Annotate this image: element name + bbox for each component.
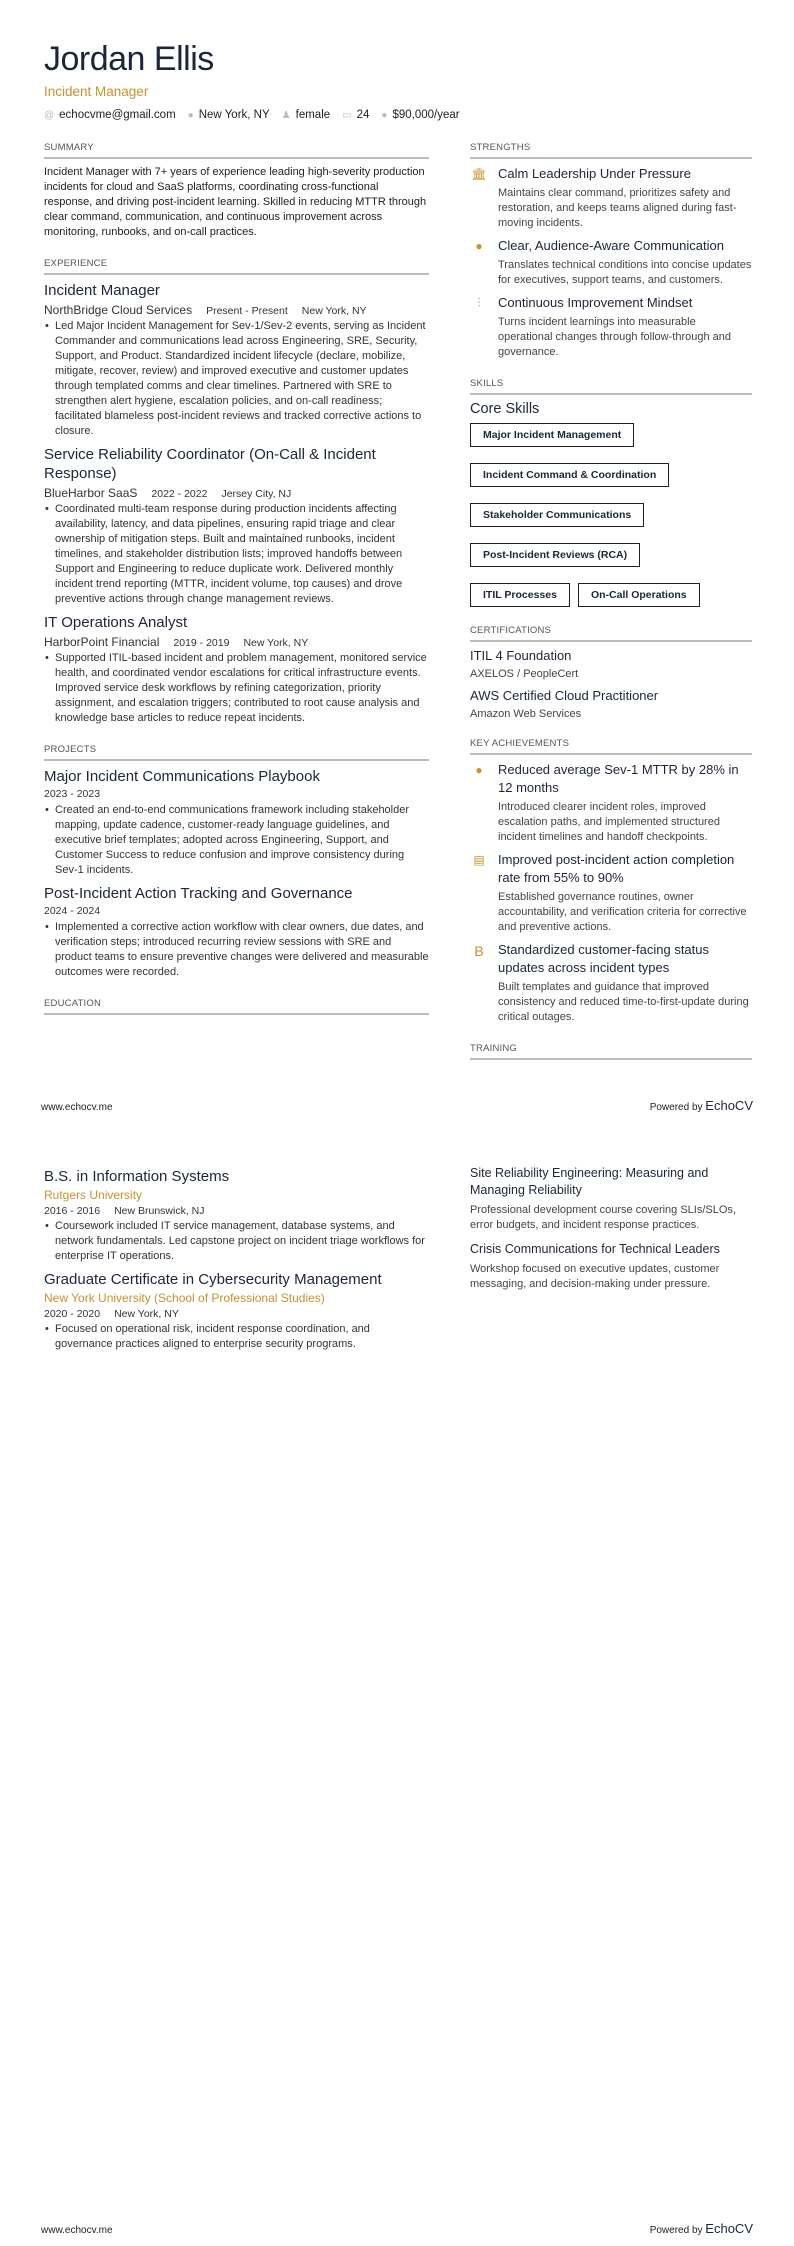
- company: HarborPoint Financial: [44, 635, 160, 649]
- skill-group-title: Core Skills: [470, 401, 540, 417]
- dates: 2024 - 2024: [44, 905, 101, 917]
- cert-name: ITIL 4 Foundation: [470, 648, 572, 663]
- company: BlueHarbor SaaS: [44, 486, 138, 500]
- contact-row: [44, 109, 460, 121]
- bullet: • Coordinated multi-team response during production incidents affecting availability, latency, and data pipelines, ensuring rapid triage and clear ownership of mitigation steps. Built and maintained runbooks, incident timelines, and stakeholder distribution lists; improved handoffs between Support and Engineering to reduce duplicate work. Delivered monthly incident trend reporting (MTTR, incident volume, top causes) and drove preventive actions through change management reviews.: [44, 502, 429, 607]
- section-header: CERTIFICATIONS: [470, 625, 752, 642]
- right-column: [470, 142, 752, 1078]
- degree: B.S. in Information Systems: [44, 1168, 230, 1185]
- calendar-icon: ▭: [342, 109, 352, 121]
- experience-item: [44, 281, 429, 439]
- section-header: SUMMARY: [44, 142, 429, 159]
- achievement-item: [470, 941, 752, 1025]
- achievement-title: Standardized customer-facing status updates across incident types: [498, 942, 709, 975]
- section-header: KEY ACHIEVEMENTS: [470, 738, 752, 755]
- brand-logo: EchoCV: [705, 2221, 753, 2236]
- gender: female: [295, 109, 331, 121]
- location: New Brunswick, NJ: [114, 1205, 205, 1217]
- chat-icon: ●: [475, 763, 483, 777]
- left-column: [44, 1165, 429, 1358]
- projects-section: [44, 744, 429, 980]
- achievements-section: [470, 738, 752, 1025]
- footer-site-link[interactable]: www.echocv.me: [41, 2225, 113, 2236]
- school: Rutgers University: [44, 1188, 143, 1202]
- cert-issuer: AXELOS / PeopleCert: [470, 668, 579, 680]
- bank-icon: 🏛: [471, 167, 487, 181]
- footer: [41, 2221, 753, 2236]
- skill-tag: ITIL Processes: [470, 583, 570, 607]
- dates: 2019 - 2019: [173, 637, 230, 649]
- strength-item: [470, 165, 752, 231]
- bullet: • Created an end-to-end communications framework including stakeholder mapping, update cadence, customer-ready language guidelines, and executive brief templates; adopted across Engineering, Support, and Customer Success to reduce confusion and improve consistency during Sev-1 incidents.: [44, 803, 429, 878]
- training-desc: Workshop focused on executive updates, customer messaging, and decision-making under pressure.: [470, 1263, 720, 1290]
- strength-title: Clear, Audience-Aware Communication: [498, 238, 724, 253]
- education-section-header: [44, 998, 429, 1015]
- summary-section: [44, 142, 429, 240]
- experience-section: [44, 258, 429, 726]
- footer: [41, 1098, 753, 1113]
- achievement-desc: Established governance routines, owner accountability, and verification criteria for corrective and preventive actions.: [498, 891, 747, 933]
- skill-tag: Incident Command & Coordination: [470, 463, 669, 487]
- training-desc: Professional development course covering SLIs/SLOs, error budgets, and incident response practices.: [470, 1204, 736, 1231]
- bold-b-icon: B: [474, 943, 484, 959]
- education-item: [44, 1270, 429, 1352]
- skill-tag: Post-Incident Reviews (RCA): [470, 543, 640, 567]
- page-2: [0, 1123, 794, 2246]
- bullet: • Supported ITIL-based incident and problem management, monitored service health, and coordinated vendor escalations for critical infrastructure events. Improved service desk workflows by refining categorization, priority assignment, and escalation triggers; contributed to root cause analysis and knowledge base articles to reduce repeat incidents.: [44, 651, 429, 726]
- location: New York, NY: [301, 305, 367, 317]
- person-icon: ♟: [281, 109, 291, 121]
- section-header: PROJECTS: [44, 744, 429, 761]
- job-title: IT Operations Analyst: [44, 614, 188, 631]
- experience-item: [44, 613, 429, 726]
- section-header: TRAINING: [470, 1043, 752, 1060]
- strength-title: Calm Leadership Under Pressure: [498, 166, 691, 181]
- strength-item: [470, 294, 752, 360]
- job-title: Incident Manager: [44, 282, 160, 299]
- dates: Present - Present: [206, 305, 288, 317]
- achievement-desc: Built templates and guidance that improved consistency and reduced time-to-first-update during critical outages.: [498, 981, 749, 1023]
- degree: Graduate Certificate in Cybersecurity Management: [44, 1271, 382, 1288]
- bullet: • Focused on operational risk, incident response coordination, and governance practices aligned to enterprise security programs.: [44, 1322, 429, 1352]
- document-search-icon: ▤: [473, 853, 485, 867]
- project-title: Major Incident Communications Playbook: [44, 768, 320, 785]
- dates: 2022 - 2022: [151, 488, 208, 500]
- achievement-title: Reduced average Sev-1 MTTR by 28% in 12 months: [498, 762, 739, 795]
- project-item: [44, 767, 429, 878]
- location: New York, NY: [114, 1308, 179, 1320]
- bullet: • Led Major Incident Management for Sev-1/Sev-2 events, serving as Incident Commander and communications lead across Engineering, SRE, Security, Support, and Product. Standardized incident lifecycle (declare, mobilize, mitigate, recover, review) and improved executive and customer updates through templated comms and clear timelines. Partnered with SRE to strengthen alert hygiene, escalation policies, and on-call readiness; facilitated blameless post-incident reviews and tracked corrective actions to closure.: [44, 319, 429, 439]
- candidate-name: Jordan Ellis: [44, 40, 214, 78]
- powered-by: Powered by: [649, 2225, 703, 2236]
- section-header: EDUCATION: [44, 998, 429, 1015]
- skill-tag: On-Call Operations: [578, 583, 700, 607]
- powered-by: Powered by: [649, 1102, 703, 1113]
- location: New York, NY: [243, 637, 309, 649]
- strength-desc: Turns incident learnings into measurable operational changes through follow-through and governance.: [498, 316, 731, 358]
- clock-icon: ●: [475, 239, 483, 253]
- project-item: [44, 884, 429, 980]
- skill-tag: Stakeholder Communications: [470, 503, 644, 527]
- training-item: [470, 1165, 752, 1233]
- bullet: • Coursework included IT service management, database systems, and network fundamentals. Led capstone project on incident triage workflows for enterprise IT operations.: [44, 1219, 429, 1264]
- achievement-desc: Introduced clearer incident roles, improved escalation paths, and implemented structured incident timelines and handoff checkpoints.: [498, 801, 720, 843]
- achievement-item: [470, 761, 752, 845]
- school: New York University (School of Professional Studies): [44, 1291, 325, 1305]
- footer-site-link[interactable]: www.echocv.me: [41, 1102, 113, 1113]
- dates: 2023 - 2023: [44, 788, 101, 800]
- education-item: [44, 1167, 429, 1264]
- strength-desc: Maintains clear command, prioritizes safety and restoration, and keeps teams aligned during fast-moving incidents.: [498, 187, 737, 229]
- training-title: Crisis Communications for Technical Leaders: [470, 1242, 720, 1256]
- achievement-title: Improved post-incident action completion rate from 55% to 90%: [498, 852, 735, 885]
- strength-item: [470, 237, 752, 288]
- dates: 2020 - 2020: [44, 1308, 101, 1320]
- bullet: • Implemented a corrective action workflow with clear owners, due dates, and verification steps; introduced recurring review sessions with SRE and product teams to ensure preventive changes were delivered and measurable outcomes were recorded.: [44, 920, 429, 980]
- dates: 2016 - 2016: [44, 1205, 101, 1217]
- left-column: [44, 142, 429, 1033]
- training-item: [470, 1241, 752, 1292]
- sliders-icon: ⫶: [477, 296, 481, 310]
- experience-item: [44, 445, 429, 607]
- job-title: Service Reliability Coordinator (On-Call & Incident Response): [44, 446, 376, 482]
- skill-tag: Major Incident Management: [470, 423, 634, 447]
- at-icon: @: [44, 109, 55, 121]
- certifications-section: [470, 625, 752, 720]
- location: Jersey City, NJ: [221, 488, 292, 500]
- section-header: SKILLS: [470, 378, 752, 395]
- location-pin-icon: ●: [187, 109, 194, 121]
- summary-text: Incident Manager with 7+ years of experience leading high-severity production incidents for cloud and SaaS platforms, coordinating cross-functional response, and driving post-incident learning. Skilled in reducing MTTR through clear command, communication, and continuous improvement across monitoring, runbooks, and on-call practices.: [44, 166, 427, 238]
- training-section-header: [470, 1043, 752, 1060]
- strength-desc: Translates technical conditions into concise updates for executives, support teams, and customers.: [498, 259, 752, 286]
- candidate-title: Incident Manager: [44, 84, 149, 99]
- money-icon: ●: [381, 109, 388, 121]
- section-header: EXPERIENCE: [44, 258, 429, 275]
- section-header: STRENGTHS: [470, 142, 752, 159]
- right-column: [470, 1165, 752, 1300]
- cert-name: AWS Certified Cloud Practitioner: [470, 688, 659, 703]
- company: NorthBridge Cloud Services: [44, 303, 193, 317]
- strengths-section: [470, 142, 752, 360]
- project-title: Post-Incident Action Tracking and Governance: [44, 885, 353, 902]
- strength-title: Continuous Improvement Mindset: [498, 295, 693, 310]
- training-title: Site Reliability Engineering: Measuring and Managing Reliability: [470, 1166, 709, 1197]
- salary: $90,000/year: [392, 109, 460, 121]
- achievement-item: [470, 851, 752, 935]
- brand-logo: EchoCV: [705, 1098, 753, 1113]
- cert-issuer: Amazon Web Services: [470, 708, 582, 720]
- age: 24: [356, 109, 370, 121]
- email: echocvme@gmail.com: [59, 109, 176, 121]
- location: New York, NY: [198, 109, 270, 121]
- skills-section: [470, 378, 752, 607]
